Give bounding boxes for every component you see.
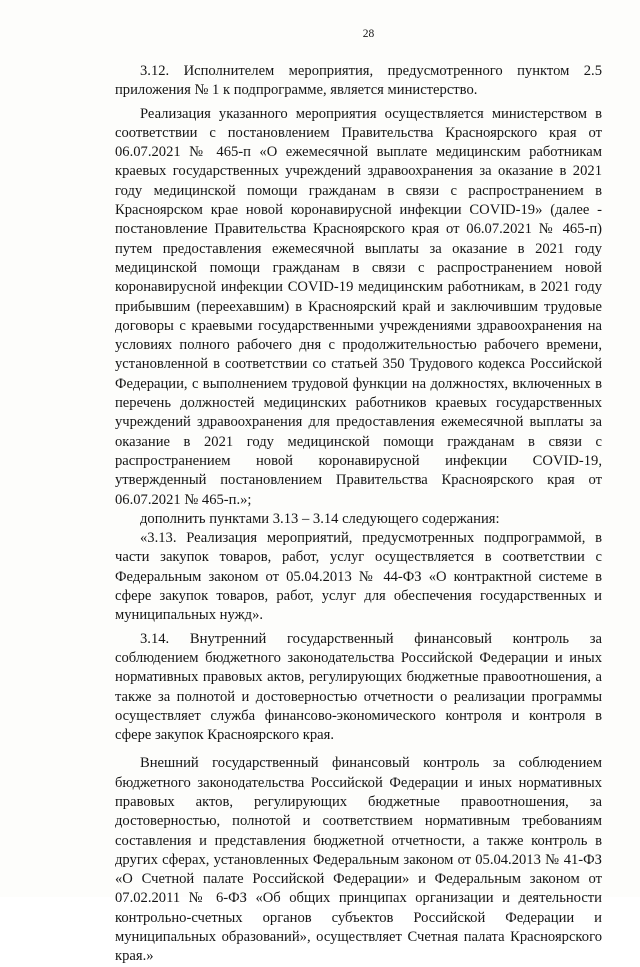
paragraph-3-12: 3.12. Исполнителем мероприятия, предусмотренного пунктом 2.5 приложения № 1 к подпрограмме, является министерство. xyxy=(115,63,602,99)
paragraph-3-14: 3.14. Внутренний государственный финансовый контроль за соблюдением бюджетного законодательства Российской Федерации и иных нормативных правовых актов, регулирующих бюджетные правоотношения, а также за полнотой и достоверностью отчетности о реализации программы осуществляет служба финансово-экономического контроля и контроля в сфере закупок Красноярского края. xyxy=(115,630,602,744)
paragraph-implementation: Реализация указанного мероприятия осуществляется министерством в соответствии с постановлением Правительства Красноярского края от 06.07.2021 № 465-п «О ежемесячной выплате медицинским работникам краевых государственных учреждений здравоохранения за оказание в 2021 году медицинской помощи гражданам в связи с распространением в Красноярском крае новой коронавирусной инфекции COVID-19» (далее - постановление Правительства Красноярского края от 06.07.2021 № 465-п) путем предоставления ежемесячной выплаты за оказание в 2021 году медицинской помощи гражданам в связи с распространением новой коронавирусной инфекции COVID-19 медицинским работникам, в 2021 году прибывшим (переехавшим) в Красноярский край и заключившим трудовые договоры с краевыми государственными учреждениями здравоохранения на условиях полного рабочего дня с продолжительностью рабочего времени, установленной в соответствии со статьей 350 Трудового кодекса Российской Федерации, с выполнением трудовой функции на должностях, включенных в перечень должностей медицинских работников краевых государственных учреждений здравоохранения для предоставления ежемесячной выплаты за оказание в 2021 году медицинской помощи гражданам в связи с распространением новой коронавирусной инфекции COVID-19, утвержденный постановлением Правительства Красноярского края от 06.07.2021 № 465-п.»; xyxy=(115,105,602,508)
paragraph-external-control: Внешний государственный финансовый контроль за соблюдением бюджетного законодательства Российской Федерации и иных нормативных правовых актов, регулирующих бюджетные правоотношения, за достоверностью, полнотой и соответствием нормативным требованиям составления и представления бюджетной отчетности, а также контроль в других сферах, установленных Федеральным законом от 05.04.2013 № 41-ФЗ «О Счетной палате Российской Федерации» и Федеральным законом от 07.02.2011 № 6-ФЗ «Об общих принципах организации и деятельности контрольно-счетных органов субъектов Российской Федерации и муниципальных образований», осуществляет Счетная палата Красноярского края.» xyxy=(115,755,602,965)
paragraph-amendment-intro: дополнить пунктами 3.13 – 3.14 следующего содержания: xyxy=(140,510,500,527)
page-number: 28 xyxy=(362,28,375,40)
document-body xyxy=(115,62,602,967)
paragraph-3-13: «3.13. Реализация мероприятий, предусмотренных подпрограммой, в части закупок товаров, работ, услуг осуществляется в соответствии с Федеральным законом от 05.04.2013 № 44-ФЗ «О контрактной системе в сфере закупок товаров, работ, услуг для обеспечения государственных и муниципальных нужд». xyxy=(115,530,602,624)
